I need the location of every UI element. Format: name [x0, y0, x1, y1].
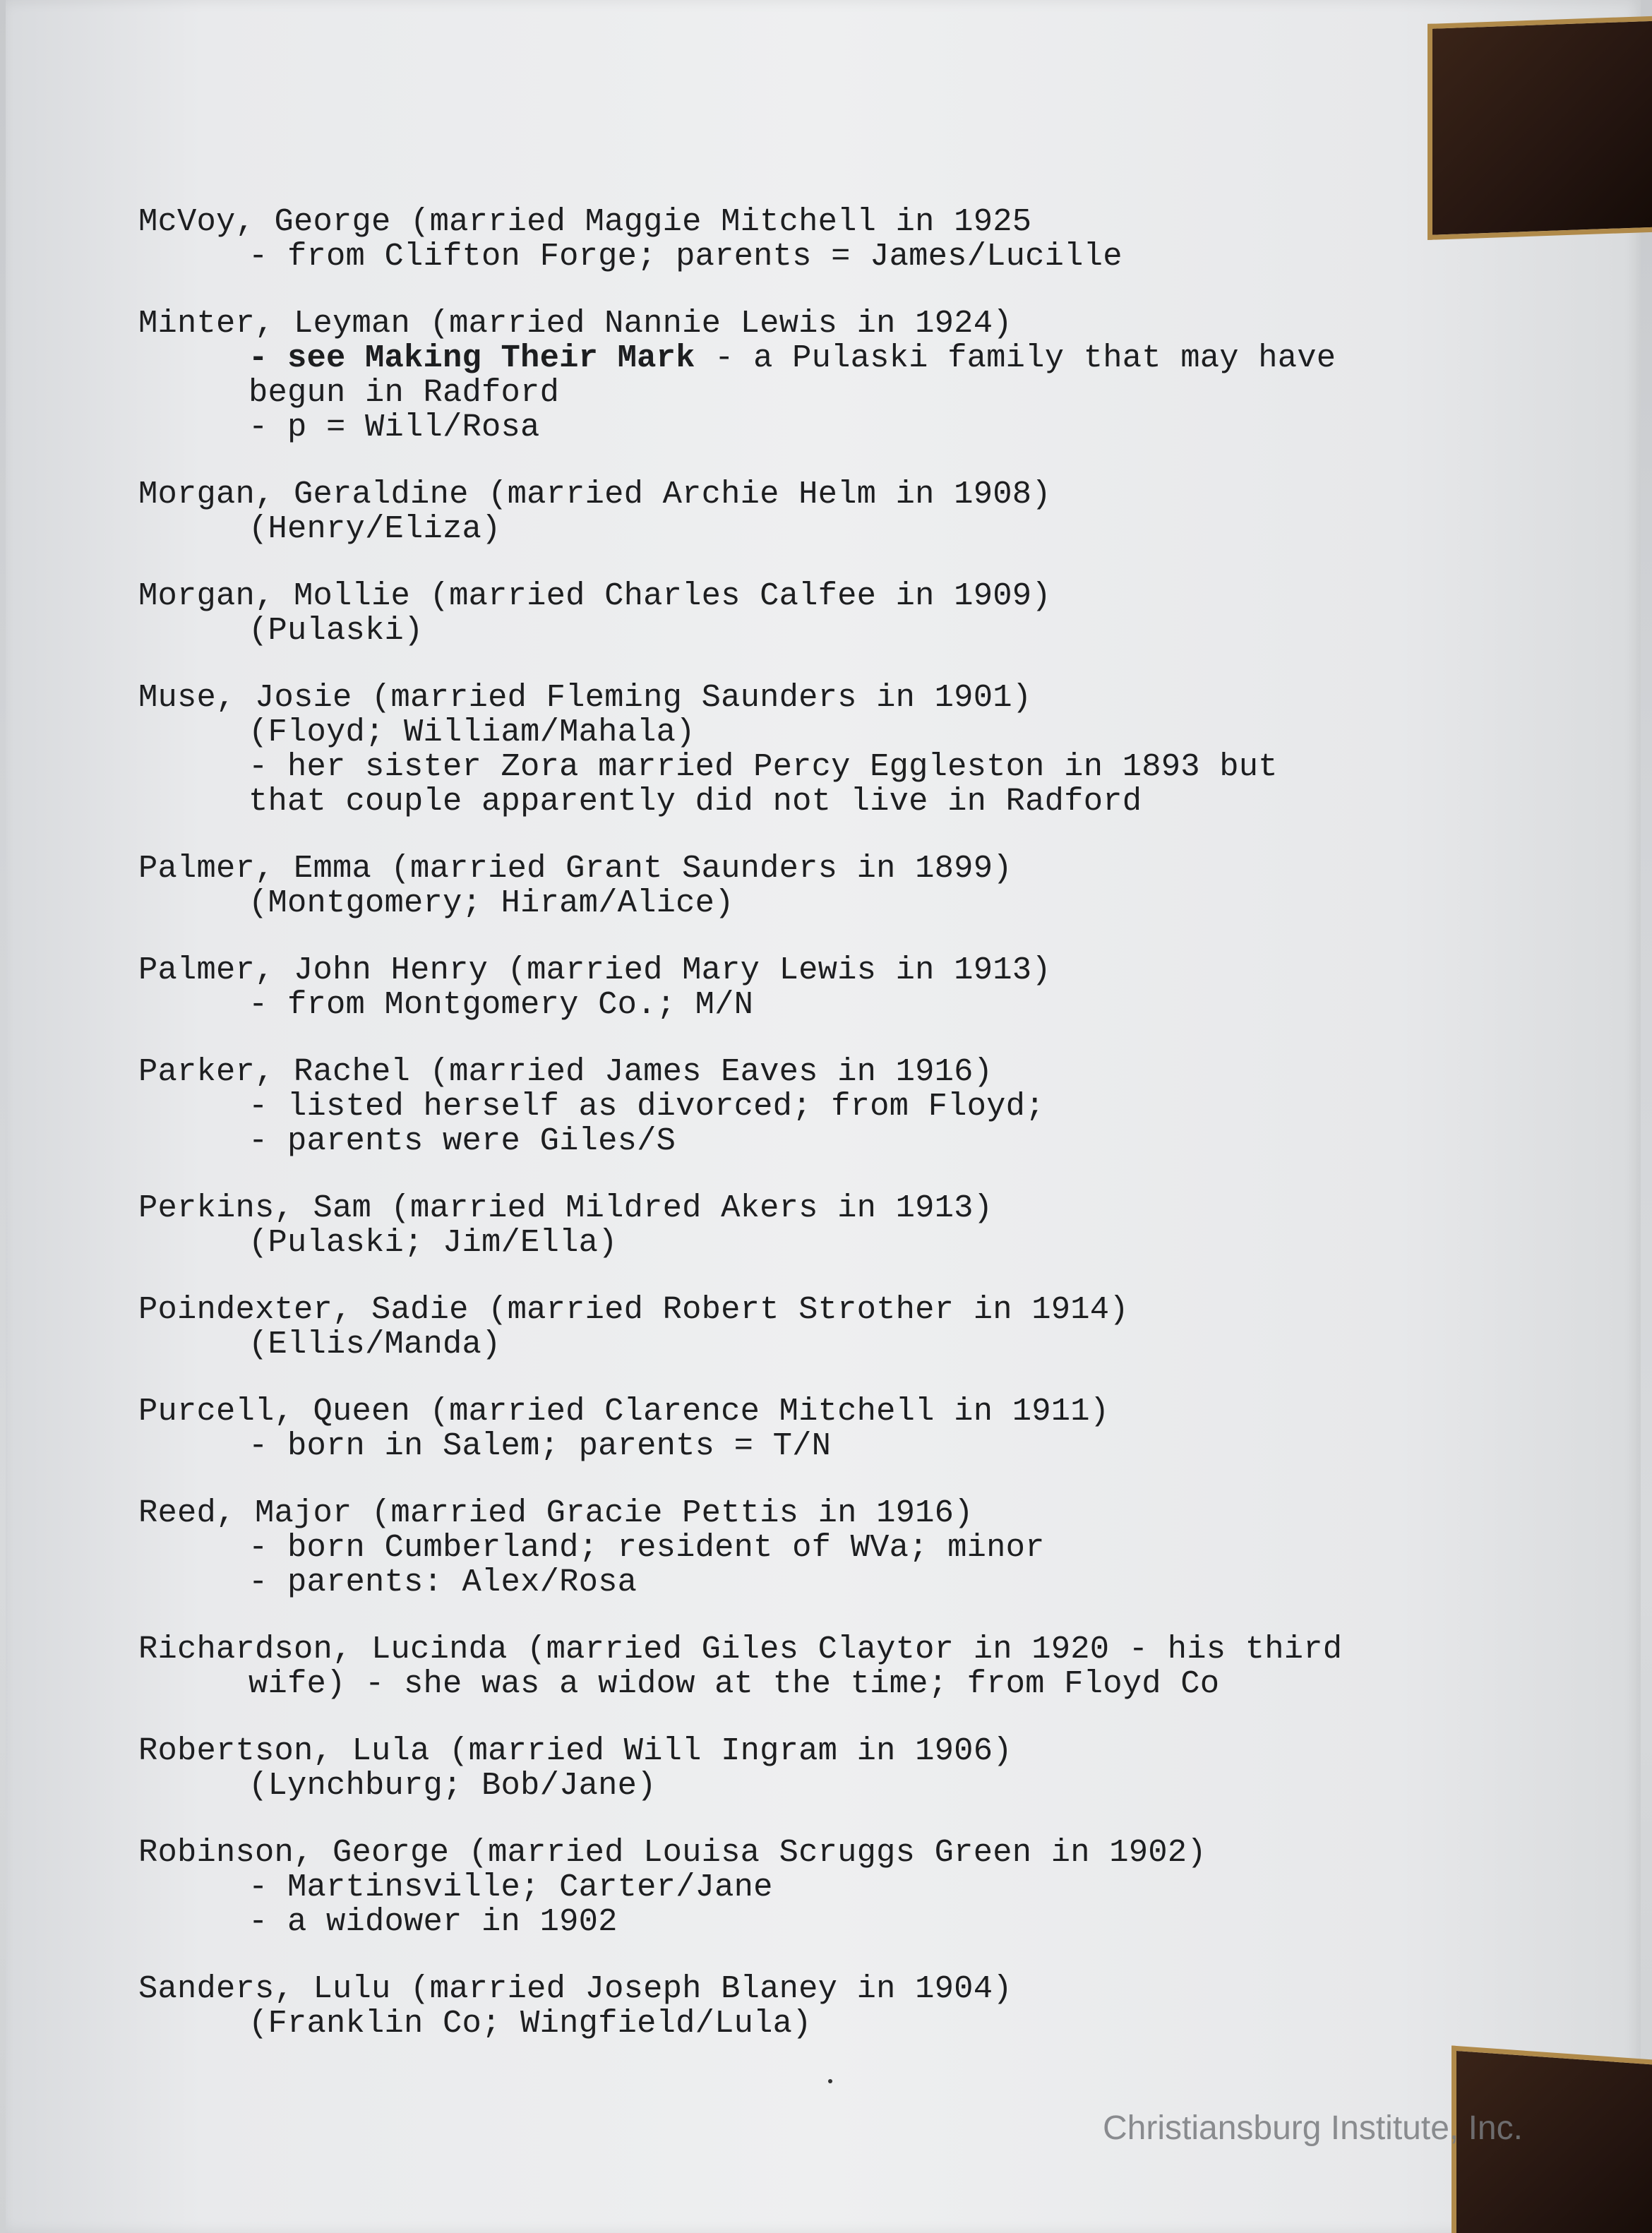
see-reference-bold: - see Making Their Mark — [249, 340, 695, 376]
entry-detail: - Martinsville; Carter/Jane — [249, 1869, 773, 1905]
marriage-entries-list — [138, 205, 1444, 2073]
entry-header: Palmer, John Henry (married Mary Lewis in 1913) — [138, 952, 1051, 988]
see-reference-rest: - a Pulaski family that may have — [695, 340, 1336, 376]
entry-sanders-lulu — [138, 1972, 1444, 2041]
entry-header: Palmer, Emma (married Grant Saunders in 1899) — [138, 850, 1012, 887]
entry-detail: wife) - she was a widow at the time; from Floyd Co — [249, 1665, 1220, 1702]
entry-palmer-john-henry — [138, 953, 1444, 1022]
entry-robertson-lula — [138, 1734, 1444, 1803]
entry-header: Parker, Rachel (married James Eaves in 1916) — [138, 1053, 993, 1090]
entry-detail: - listed herself as divorced; from Floyd; — [249, 1088, 1045, 1125]
stray-ink-dot — [828, 2079, 832, 2083]
entry-detail: begun in Radford — [249, 374, 560, 411]
entry-header: Morgan, Geraldine (married Archie Helm in 1908) — [138, 476, 1051, 513]
entry-header: Richardson, Lucinda (married Giles Claytor in 1920 - his third — [138, 1631, 1343, 1668]
entry-detail: (Montgomery; Hiram/Alice) — [249, 885, 734, 921]
entry-morgan-mollie — [138, 579, 1444, 648]
entry-detail: (Henry/Eliza) — [249, 510, 501, 547]
entry-detail — [138, 341, 1444, 376]
entry-detail: (Floyd; William/Mahala) — [249, 714, 695, 750]
entry-header: Poindexter, Sadie (married Robert Strother in 1914) — [138, 1291, 1129, 1328]
entry-detail: - from Clifton Forge; parents = James/Lucille — [249, 238, 1123, 275]
entry-palmer-emma — [138, 851, 1444, 921]
entry-poindexter-sadie — [138, 1293, 1444, 1362]
entry-perkins-sam — [138, 1191, 1444, 1260]
watermark-text: Christiansburg Institute, Inc. — [1103, 2109, 1523, 2147]
entry-detail: (Franklin Co; Wingfield/Lula) — [249, 2005, 812, 2042]
entry-detail: - a widower in 1902 — [249, 1903, 618, 1940]
entry-detail: - p = Will/Rosa — [249, 409, 540, 445]
entry-header: Reed, Major (married Gracie Pettis in 1916) — [138, 1495, 974, 1531]
entry-detail: (Pulaski) — [249, 612, 424, 649]
entry-detail: (Pulaski; Jim/Ella) — [249, 1224, 618, 1261]
entry-parker-rachel — [138, 1055, 1444, 1159]
entry-header: Robertson, Lula (married Will Ingram in 1906) — [138, 1732, 1012, 1769]
entry-morgan-geraldine — [138, 477, 1444, 546]
entry-richardson-lucinda — [138, 1632, 1444, 1701]
entry-header: Morgan, Mollie (married Charles Calfee in 1909) — [138, 577, 1051, 614]
binder-clip-top — [1427, 16, 1652, 240]
entry-detail: - from Montgomery Co.; M/N — [249, 986, 754, 1023]
entry-header: Muse, Josie (married Fleming Saunders in 1901) — [138, 679, 1032, 716]
entry-minter-leyman — [138, 306, 1444, 445]
entry-header: Perkins, Sam (married Mildred Akers in 1913) — [138, 1190, 993, 1226]
entry-detail: (Ellis/Manda) — [249, 1326, 501, 1363]
entry-header: McVoy, George (married Maggie Mitchell in 1925 — [138, 203, 1032, 240]
entry-detail: (Lynchburg; Bob/Jane) — [249, 1767, 657, 1804]
entry-detail: that couple apparently did not live in Radford — [249, 783, 1142, 820]
entry-purcell-queen — [138, 1394, 1444, 1463]
entry-muse-josie — [138, 681, 1444, 819]
entry-detail: - born Cumberland; resident of WVa; minor — [249, 1529, 1045, 1566]
entry-header: Sanders, Lulu (married Joseph Blaney in 1904) — [138, 1970, 1012, 2007]
entry-robinson-george — [138, 1836, 1444, 1939]
entry-reed-major — [138, 1496, 1444, 1600]
entry-detail: - her sister Zora married Percy Eggleston in 1893 but — [249, 748, 1278, 785]
entry-detail: - parents were Giles/S — [249, 1123, 676, 1159]
entry-header: Purcell, Queen (married Clarence Mitchell in 1911) — [138, 1393, 1110, 1430]
entry-mcvoy-george — [138, 205, 1444, 274]
entry-header: Minter, Leyman (married Nannie Lewis in 1924) — [138, 305, 1012, 342]
entry-header: Robinson, George (married Louisa Scruggs Green in 1902) — [138, 1834, 1207, 1871]
entry-detail: - born in Salem; parents = T/N — [249, 1427, 832, 1464]
entry-detail: - parents: Alex/Rosa — [249, 1564, 638, 1600]
